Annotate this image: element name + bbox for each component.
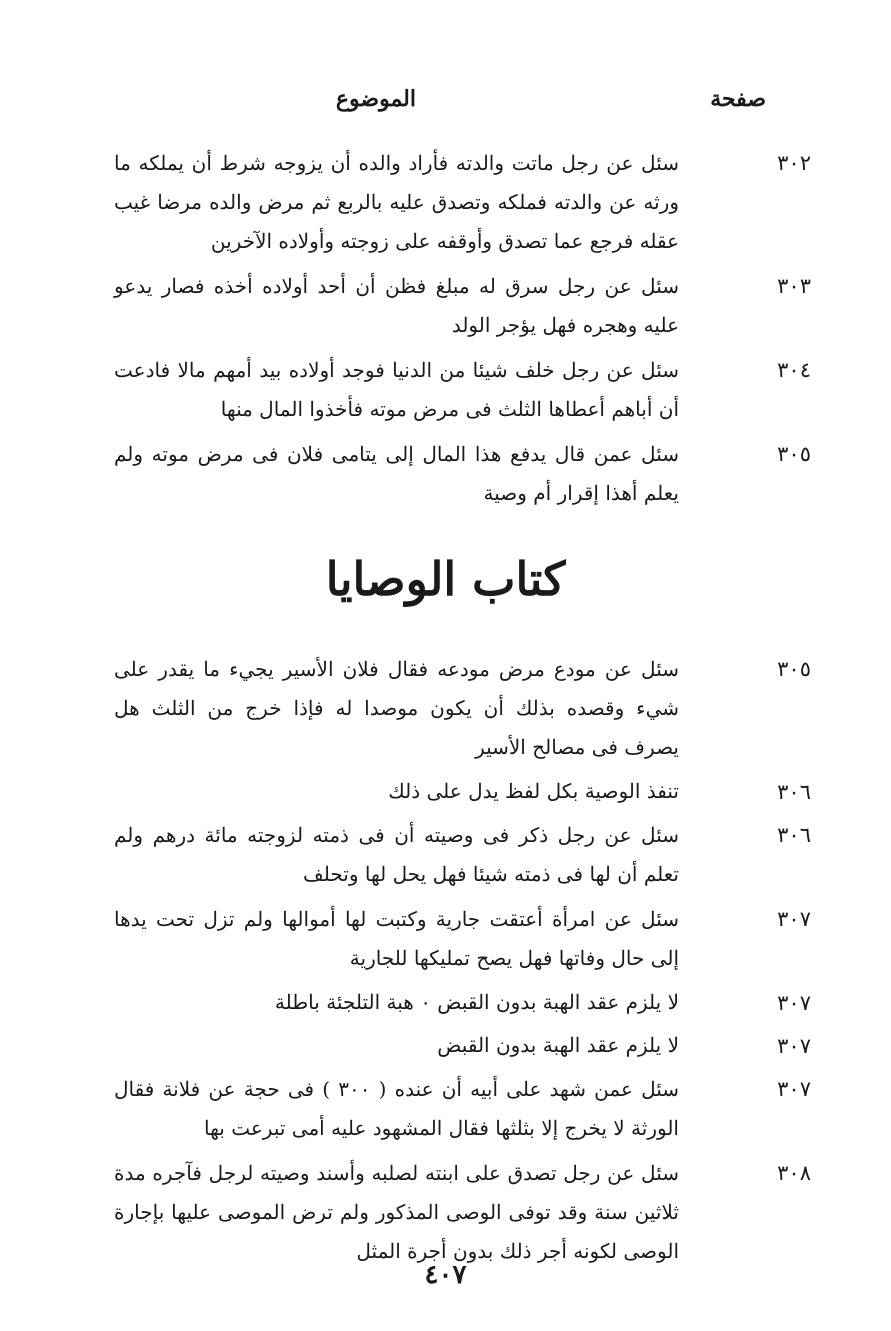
index-entry	[0, 773, 891, 810]
entry-page-number: ٣٠٧	[777, 1034, 811, 1058]
index-entry	[0, 900, 891, 978]
entry-page-number: ٣٠٧	[777, 1077, 811, 1101]
entry-text: سئل عن رجل خلف شيئا من الدنيا فوجد أولاده بيد أمهم مالا فادعت أن أباهم أعطاها الثلث فى مرض موته فأخذوا المال منها	[114, 358, 679, 421]
page-number: ٤٠٧	[424, 1260, 467, 1290]
topic-column-header: الموضوع	[335, 86, 416, 112]
entry-text: سئل عن رجل سرق له مبلغ فظن أن أحد أولاده أخذه فصار يدعو عليه وهجره فهل يؤجر الولد	[114, 274, 679, 337]
entry-text: سئل عمن قال يدفع هذا المال إلى يتامى فلان فى مرض موته ولم يعلم أهذا إقرار أم وصية	[114, 442, 679, 505]
index-entry	[0, 1154, 891, 1271]
entry-page-number: ٣٠٥	[777, 657, 811, 681]
index-section-1	[0, 144, 891, 519]
entry-text: سئل عن رجل ماتت والدته فأراد والده أن يزوجه شرط أن يملكه ما ورثه عن والدته فملكه وتصدق عليه بالربع ثم مرض والده مرضا غيب عقله فرجع عما تصدق وأوقفه على زوجته وأولاده الآخرين	[114, 151, 679, 253]
entry-page-number: ٣٠٢	[777, 151, 811, 175]
index-entry	[0, 816, 891, 894]
entry-page-number: ٣٠٧	[777, 991, 811, 1015]
index-entry	[0, 435, 891, 513]
entry-text: سئل عن رجل ذكر فى وصيته أن فى ذمته لزوجته مائة درهم ولم تعلم أن لها فى ذمته شيئا فهل يحل لها وتحلف	[114, 823, 679, 886]
index-entry	[0, 267, 891, 345]
index-entry	[0, 144, 891, 261]
entry-text: تنفذ الوصية بكل لفظ يدل على ذلك	[388, 779, 679, 803]
entry-page-number: ٣٠٦	[777, 780, 811, 804]
entry-page-number: ٣٠٨	[777, 1161, 811, 1185]
index-entry	[0, 650, 891, 767]
index-entry	[0, 1070, 891, 1148]
entry-page-number: ٣٠٤	[777, 358, 811, 382]
index-entry	[0, 984, 891, 1021]
book-title: كتاب الوصايا	[325, 552, 566, 606]
entry-text: سئل عن امرأة أعتقت جارية وكتبت لها أموالها ولم تزل تحت يدها إلى حال وفاتها فهل يصح تمليكها للجارية	[114, 907, 679, 970]
entry-page-number: ٣٠٧	[777, 907, 811, 931]
entry-text: سئل عمن شهد على أبيه أن عنده ( ٣٠٠ ) فى حجة عن فلانة فقال الورثة لا يخرج إلا بثلثها فقال المشهود عليه أمى تبرعت بها	[114, 1077, 680, 1140]
index-entry	[0, 1027, 891, 1064]
entry-text: سئل عن رجل تصدق على ابنته لصلبه وأسند وصيته لرجل فآجره مدة ثلاثين سنة وقد توفى الوصى المذكور ولم ترض الموصى عليها بإجارة الوصى لكونه أجر ذلك بدون أجرة المثل	[114, 1161, 679, 1263]
page-column-header: صفحة	[710, 86, 766, 112]
index-section-2	[0, 650, 891, 1277]
entry-text: لا يلزم عقد الهبة بدون القبض ٠ هبة التلجئة باطلة	[274, 990, 679, 1014]
index-entry	[0, 351, 891, 429]
entry-page-number: ٣٠٣	[777, 274, 811, 298]
entry-page-number: ٣٠٥	[777, 442, 811, 466]
entry-page-number: ٣٠٦	[777, 823, 811, 847]
entry-text: لا يلزم عقد الهبة بدون القبض	[437, 1033, 679, 1057]
entry-text: سئل عن مودع مرض مودعه فقال فلان الأسير يجيء ما يقدر على شيء وقصده بذلك أن يكون موصدا له فإذا خرج من الثلث هل يصرف فى مصالح الأسير	[114, 657, 679, 759]
